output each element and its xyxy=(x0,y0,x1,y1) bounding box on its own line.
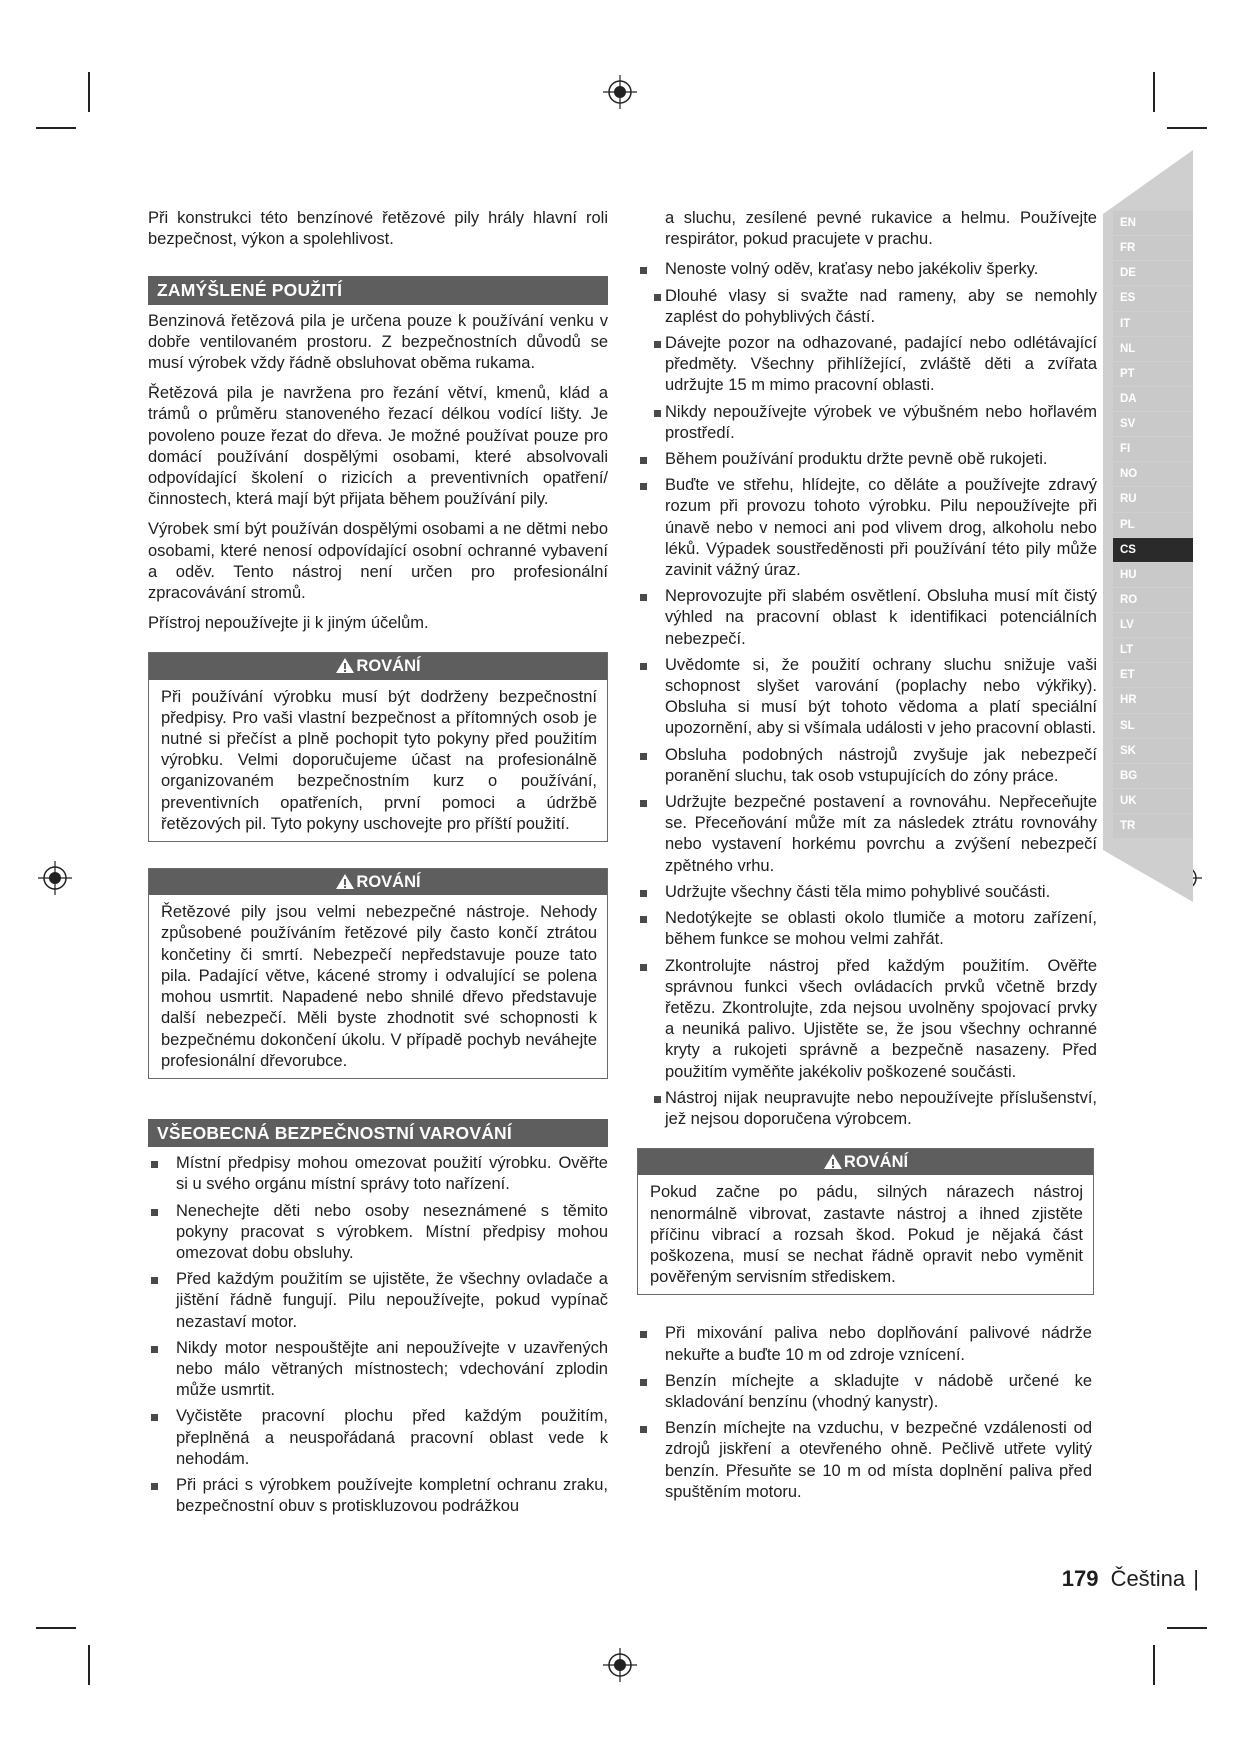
registration-mark-icon xyxy=(38,861,72,895)
list-item: Při mixování paliva nebo doplňování palivové nádrže nekuřte a buďte 10 m od zdroje vznícení. xyxy=(637,1323,1092,1365)
list-item: Obsluha podobných nástrojů zvyšuje jak nebezpečí poranění sluchu, tak osob vstupujících do zóny práce. xyxy=(637,745,1097,787)
language-tab-lv[interactable]: LV xyxy=(1113,613,1193,637)
list-item: Nedotýkejte se oblasti okolo tlumiče a motoru zařízení, během funkce se mohou velmi zahřát. xyxy=(637,908,1097,950)
intended-use-paragraph: Přístroj nepoužívejte ji k jiným účelům. xyxy=(148,614,429,633)
language-tab-pl[interactable]: PL xyxy=(1113,513,1193,537)
list-item: Vyčistěte pracovní plochu před každým použitím, přeplněná a neuspořádaná pracovní oblast vede k nehodám. xyxy=(148,1406,608,1470)
language-tab-tr[interactable]: TR xyxy=(1113,814,1193,838)
language-tab-en[interactable]: EN xyxy=(1113,211,1193,235)
crop-mark xyxy=(36,1627,76,1629)
intro-paragraph: Při konstrukci této benzínové řetězové pily hrály hlavní roli bezpečnost, výkon a spolehlivost. xyxy=(148,209,608,249)
list-item: Uvědomte si, že použití ochrany sluchu snižuje vaši schopnost slyšet varování (poplachy nebo výkřiky). Obsluha si musí být tohoto vědoma a platí speciální upozornění, aby si všímala události v jeho pracovní oblasti. xyxy=(637,655,1097,740)
list-item: Zkontrolujte nástroj před každým použitím. Ověřte správnou funkci všech ovládacích prvků včetně brzdy řetězu. Zkontrolujte, zda nejsou uvolněny spojovací prvky a neuniká palivo. Ujistěte se, že jsou všechny ochranné kryty a rukojeti správně a bezpečně nasazeny. Před použitím vyměňte jakékoliv poškozené součásti. xyxy=(637,956,1097,1083)
language-tab-fi[interactable]: FI xyxy=(1113,437,1193,461)
language-tab-no[interactable]: NO xyxy=(1113,462,1193,486)
crop-mark xyxy=(88,1645,90,1685)
warning-triangle-icon xyxy=(335,657,355,674)
language-tab-sl[interactable]: SL xyxy=(1113,714,1193,738)
warning-triangle-icon xyxy=(823,1153,843,1170)
warning-triangle-icon xyxy=(335,873,355,890)
list-item: Buďte ve střehu, hlídejte, co děláte a používejte zdravý rozum při provozu tohoto výrobku. Pilu nepoužívejte při únavě nebo v nemoci ani pod vlivem drog, alkoholu nebo léků. Výpadek soustředěnosti při používání této pily může zavinit vážný úraz. xyxy=(637,475,1097,581)
intended-use-paragraph: Výrobek smí být používán dospělými osobami a ne dětmi nebo osobami, které nenosí odpovídající osobní ochranné vybavení a oděv. Tento nástroj není určen pro profesionální zpracovávání stromů. xyxy=(148,520,608,603)
registration-mark-icon xyxy=(603,75,637,109)
list-item xyxy=(637,333,1097,397)
warning-header xyxy=(149,869,607,895)
registration-mark-icon xyxy=(603,1648,637,1682)
safety-list-c xyxy=(637,1323,1092,1503)
safety-sublist-1 xyxy=(637,286,1097,444)
language-tab-nl[interactable]: NL xyxy=(1113,337,1193,361)
language-tab-hu[interactable]: HU xyxy=(1113,563,1193,587)
intended-use-paragraph: Benzinová řetězová pila je určena pouze k používání venku v dobře ventilovaném prostoru. Z bezpečnostních důvodů se musí výrobek vždy řádně obsluhovat oběma rukama. xyxy=(148,311,608,373)
safety-list-b xyxy=(637,449,1097,1083)
list-item: Nenechejte děti nebo osoby neseznámené s těmito pokyny pracovat s výrobkem. Místní předpisy mohou omezovat dobu obsluhy. xyxy=(148,1201,608,1265)
list-item-text: Nikdy nepoužívejte výrobek ve výbušném nebo hořlavém prostředí. xyxy=(665,402,1097,442)
language-tab-bg[interactable]: BG xyxy=(1113,764,1193,788)
list-item: Nikdy motor nespouštějte ani nepoužívejte v uzavřených nebo málo větraných místnostech; vdechování zplodin může usmrtit. xyxy=(148,1338,608,1402)
general-safety-list xyxy=(148,1153,608,1517)
crop-mark xyxy=(1167,127,1207,129)
language-tab-fr[interactable]: FR xyxy=(1113,236,1193,260)
language-tab-de[interactable]: DE xyxy=(1113,261,1193,285)
list-item xyxy=(637,402,1097,444)
crop-mark xyxy=(1153,1645,1155,1685)
list-item: Během používání produktu držte pevně obě rukojeti. xyxy=(637,449,1097,470)
crop-mark xyxy=(36,127,76,129)
warning-title: ROVÁNÍ xyxy=(356,873,421,892)
section-heading-intended-use: ZAMÝŠLENÉ POUŽITÍ xyxy=(148,276,608,304)
list-item-text: Dlouhé vlasy si svažte nad rameny, aby se nemohly zaplést do pohyblivých částí. xyxy=(665,286,1097,326)
list-item: Nenoste volný oděv, kraťasy nebo jakékoliv šperky. xyxy=(637,259,1097,280)
continuation-paragraph: a sluchu, zesílené pevné rukavice a helmu. Používejte respirátor, pokud pracujete v prachu. xyxy=(665,209,1097,249)
language-tab-uk[interactable]: UK xyxy=(1113,789,1193,813)
warning-title: ROVÁNÍ xyxy=(356,657,421,676)
warning-box xyxy=(637,1148,1094,1295)
footer-language: Čeština xyxy=(1110,1566,1186,1591)
warning-box xyxy=(148,652,608,842)
language-tab-lt[interactable]: LT xyxy=(1113,638,1193,662)
language-tab-da[interactable]: DA xyxy=(1113,387,1193,411)
list-item: Udržujte všechny části těla mimo pohyblivé součásti. xyxy=(637,882,1097,903)
list-item: Místní předpisy mohou omezovat použití výrobku. Ověřte si u svého orgánu místní správy toto nařízení. xyxy=(148,1153,608,1195)
warning-title: ROVÁNÍ xyxy=(843,1153,909,1172)
page-footer xyxy=(1062,1566,1199,1592)
language-tab-sv[interactable]: SV xyxy=(1113,412,1193,436)
warning-header xyxy=(638,1149,1093,1175)
page-number: 179 xyxy=(1061,1566,1099,1591)
crop-mark xyxy=(1167,1627,1207,1629)
language-tab-it[interactable]: IT xyxy=(1113,312,1193,336)
list-item: Udržujte bezpečné postavení a rovnováhu. Nepřeceňujte se. Přeceňování může mít za následek ztrátu rovnováhy nebo vystavení horkému povrchu a zvýšení nebezpečí zpětného vrhu. xyxy=(637,792,1097,877)
language-tab-pt[interactable]: PT xyxy=(1113,362,1193,386)
intended-use-paragraph: Řetězová pila je navržena pro řezání větví, kmenů, klád a trámů o průměru stanoveného řezací délkou vodící lišty. Je povoleno pouze řezat do dřeva. Je možné používat pouze pro domácí používání dospělými osobami, které absolvovali odpovídající školení o rizicích a preventivních opatření/činnostech, která mají být přijata během používání pily. xyxy=(148,384,608,509)
language-tab-ro[interactable]: RO xyxy=(1113,588,1193,612)
language-tab-et[interactable]: ET xyxy=(1113,663,1193,687)
language-tab-cs[interactable]: CS xyxy=(1113,538,1193,562)
list-item: Neprovozujte při slabém osvětlení. Obsluha musí mít čistý výhled na pracovní oblast k identifikaci potenciálních nebezpečí. xyxy=(637,586,1097,650)
left-column xyxy=(148,208,608,1522)
warning-text: Při používání výrobku musí být dodrženy bezpečnostní předpisy. Pro vaši vlastní bezpečnost a přítomných osob je nutné si přečíst a plně pochopit tyto pokyny před použitím výrobku. Velmi doporučujeme účast na profesionálně organizovaném bezpečnostním kurz o používání, preventivních opatřeních, první pomoci a údržbě řetězových pil. Tyto pokyny uschovejte pro příští použití. xyxy=(161,687,597,833)
crop-mark xyxy=(1153,72,1155,112)
list-item: Benzín míchejte a skladujte v nádobě určené ke skladování benzínu (vhodný kanystr). xyxy=(637,1371,1092,1413)
language-tab-sk[interactable]: SK xyxy=(1113,739,1193,763)
language-tab-ru[interactable]: RU xyxy=(1113,487,1193,511)
warning-text: Pokud začne po pádu, silných nárazech nástroj nenormálně vibrovat, zastavte nástroj a ihned zjistěte příčinu vibrací a rozsah škod. Pokud je nějaká část poškozena, musí se nechat řádně opravit nebo vyměnit pověřeným servisním střediskem. xyxy=(650,1183,1083,1287)
safety-sublist-2 xyxy=(637,1088,1097,1130)
warning-box xyxy=(148,868,608,1079)
footer-separator: | xyxy=(1193,1566,1199,1591)
list-item-text: Nástroj nijak neupravujte nebo nepoužívejte příslušenství, jež nejsou doporučena výrobcem. xyxy=(665,1088,1097,1128)
language-tab-hr[interactable]: HR xyxy=(1113,688,1193,712)
list-item-text: Dávejte pozor na odhazované, padající nebo odlétávající předměty. Všechny přihlížející, zvláště děti a zvířata udržujte 15 m mimo pracovní oblasti. xyxy=(665,334,1097,395)
list-item: Před každým použitím se ujistěte, že všechny ovladače a jištění řádně fungují. Pilu nepoužívejte, pokud vypínač nezastaví motor. xyxy=(148,1269,608,1333)
warning-header xyxy=(149,653,607,679)
list-item xyxy=(637,286,1097,328)
right-column xyxy=(637,208,1097,1508)
list-item: Při práci s výrobkem používejte kompletní ochranu zraku, bezpečnostní obuv s protiskluzovou podrážkou xyxy=(148,1475,608,1517)
safety-list-a xyxy=(637,259,1097,280)
language-tab-es[interactable]: ES xyxy=(1113,286,1193,310)
crop-mark xyxy=(88,72,90,112)
language-tab-list xyxy=(1113,211,1193,839)
section-heading-general-safety: VŠEOBECNÁ BEZPEČNOSTNÍ VAROVÁNÍ xyxy=(148,1119,608,1147)
list-item: Benzín míchejte na vzduchu, v bezpečné vzdálenosti od zdrojů jiskření a otevřeného ohně. Pečlivě utřete vylitý benzín. Přesuňte se 10 m od místa doplnění paliva před spuštěním motoru. xyxy=(637,1418,1092,1503)
list-item xyxy=(637,1088,1097,1130)
warning-text: Řetězové pily jsou velmi nebezpečné nástroje. Nehody způsobené používáním řetězové pily často končí ztrátou končetiny či smrtí. Nebezpečí nepředstavuje pouze tato pila. Padající větve, kácené stromy i odvalující se polena mohou usmrtit. Napadené nebo shnilé dřevo představuje další nebezpečí. Měli byste zhodnotit své schopnosti k bezpečnému dokončení úkolu. V případě pochyb neváhejte profesionální dřevorubce. xyxy=(161,903,597,1070)
